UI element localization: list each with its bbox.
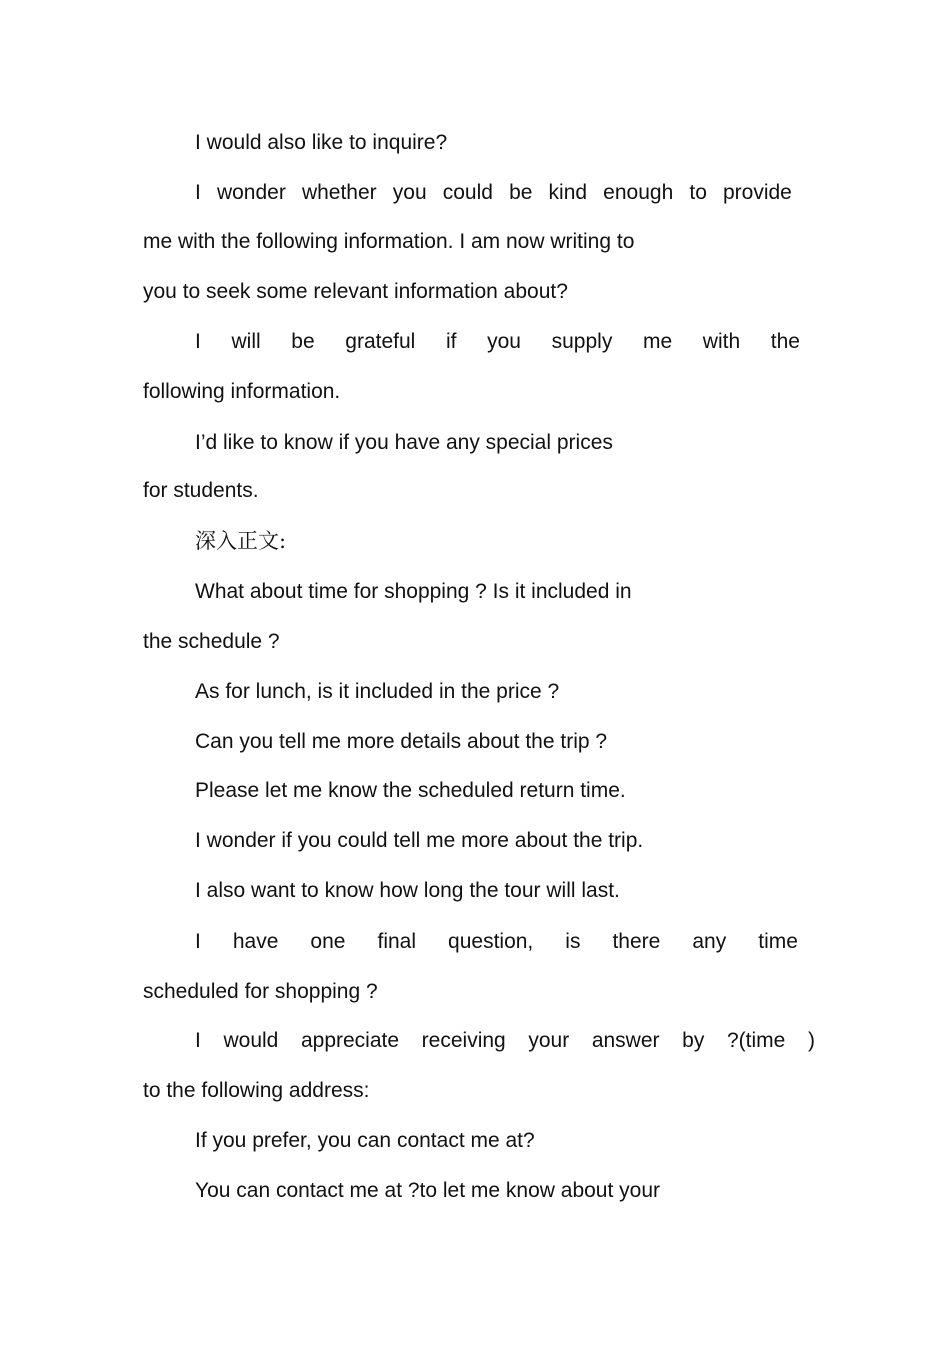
- text-line: Can you tell me more details about the trip ?: [195, 730, 608, 753]
- word: there: [612, 930, 661, 953]
- word: answer: [591, 1029, 660, 1052]
- word: be: [291, 330, 315, 353]
- word: I: [195, 181, 201, 204]
- word: you: [392, 181, 427, 204]
- text-line: As for lunch, is it included in the price ?: [195, 680, 560, 703]
- word: be: [509, 181, 533, 204]
- text-line: I also want to know how long the tour will last.: [195, 879, 620, 902]
- word: your: [528, 1029, 570, 1052]
- word: I: [195, 1029, 201, 1052]
- word: I: [195, 330, 201, 353]
- word: to: [689, 181, 707, 204]
- text-line: scheduled for shopping ?: [143, 980, 378, 1003]
- word: whether: [301, 181, 377, 204]
- word: time: [758, 930, 798, 953]
- text-line: If you prefer, you can contact me at?: [195, 1129, 535, 1152]
- word: you: [487, 330, 521, 353]
- text-line-justified: [195, 329, 800, 355]
- text-line-justified: [195, 929, 798, 955]
- word: me: [642, 330, 673, 353]
- word: final: [377, 930, 417, 953]
- word: grateful: [345, 330, 416, 353]
- text-line: me with the following information. I am now writing to: [143, 230, 635, 253]
- word: if: [445, 330, 457, 353]
- word: is: [565, 930, 581, 953]
- word: provide: [722, 181, 792, 204]
- word: wonder: [216, 181, 286, 204]
- word: appreciate: [300, 1029, 400, 1052]
- section-heading: 深入正文:: [195, 529, 287, 553]
- word: kind: [548, 181, 588, 204]
- word: ?(time: [726, 1029, 786, 1052]
- text-line: I’d like to know if you have any special prices: [195, 431, 613, 454]
- text-line-justified: [195, 1028, 815, 1054]
- word: supply: [551, 330, 613, 353]
- text-line: you to seek some relevant information about?: [143, 280, 568, 303]
- word: would: [223, 1029, 279, 1052]
- text-line: to the following address:: [143, 1079, 370, 1102]
- text-line: following information.: [143, 380, 341, 403]
- word: one: [310, 930, 346, 953]
- word: enough: [603, 181, 674, 204]
- word: the: [770, 330, 800, 353]
- word: with: [702, 330, 741, 353]
- text-line: for students.: [143, 479, 259, 502]
- text-line-justified: [195, 180, 792, 206]
- text-line: the schedule ?: [143, 630, 280, 653]
- word: ): [807, 1029, 815, 1052]
- word: by: [682, 1029, 705, 1052]
- word: question,: [448, 930, 534, 953]
- text-line: Please let me know the scheduled return time.: [195, 779, 626, 802]
- word: receiving: [421, 1029, 506, 1052]
- word: could: [442, 181, 493, 204]
- text-line: I wonder if you could tell me more about the trip.: [195, 829, 644, 852]
- text-line: What about time for shopping ? Is it included in: [195, 580, 632, 603]
- text-line: You can contact me at ?to let me know about your: [195, 1179, 661, 1202]
- word: any: [692, 930, 727, 953]
- text-line: I would also like to inquire?: [195, 131, 448, 154]
- word: I: [195, 930, 201, 953]
- word: will: [231, 330, 261, 353]
- word: have: [232, 930, 279, 953]
